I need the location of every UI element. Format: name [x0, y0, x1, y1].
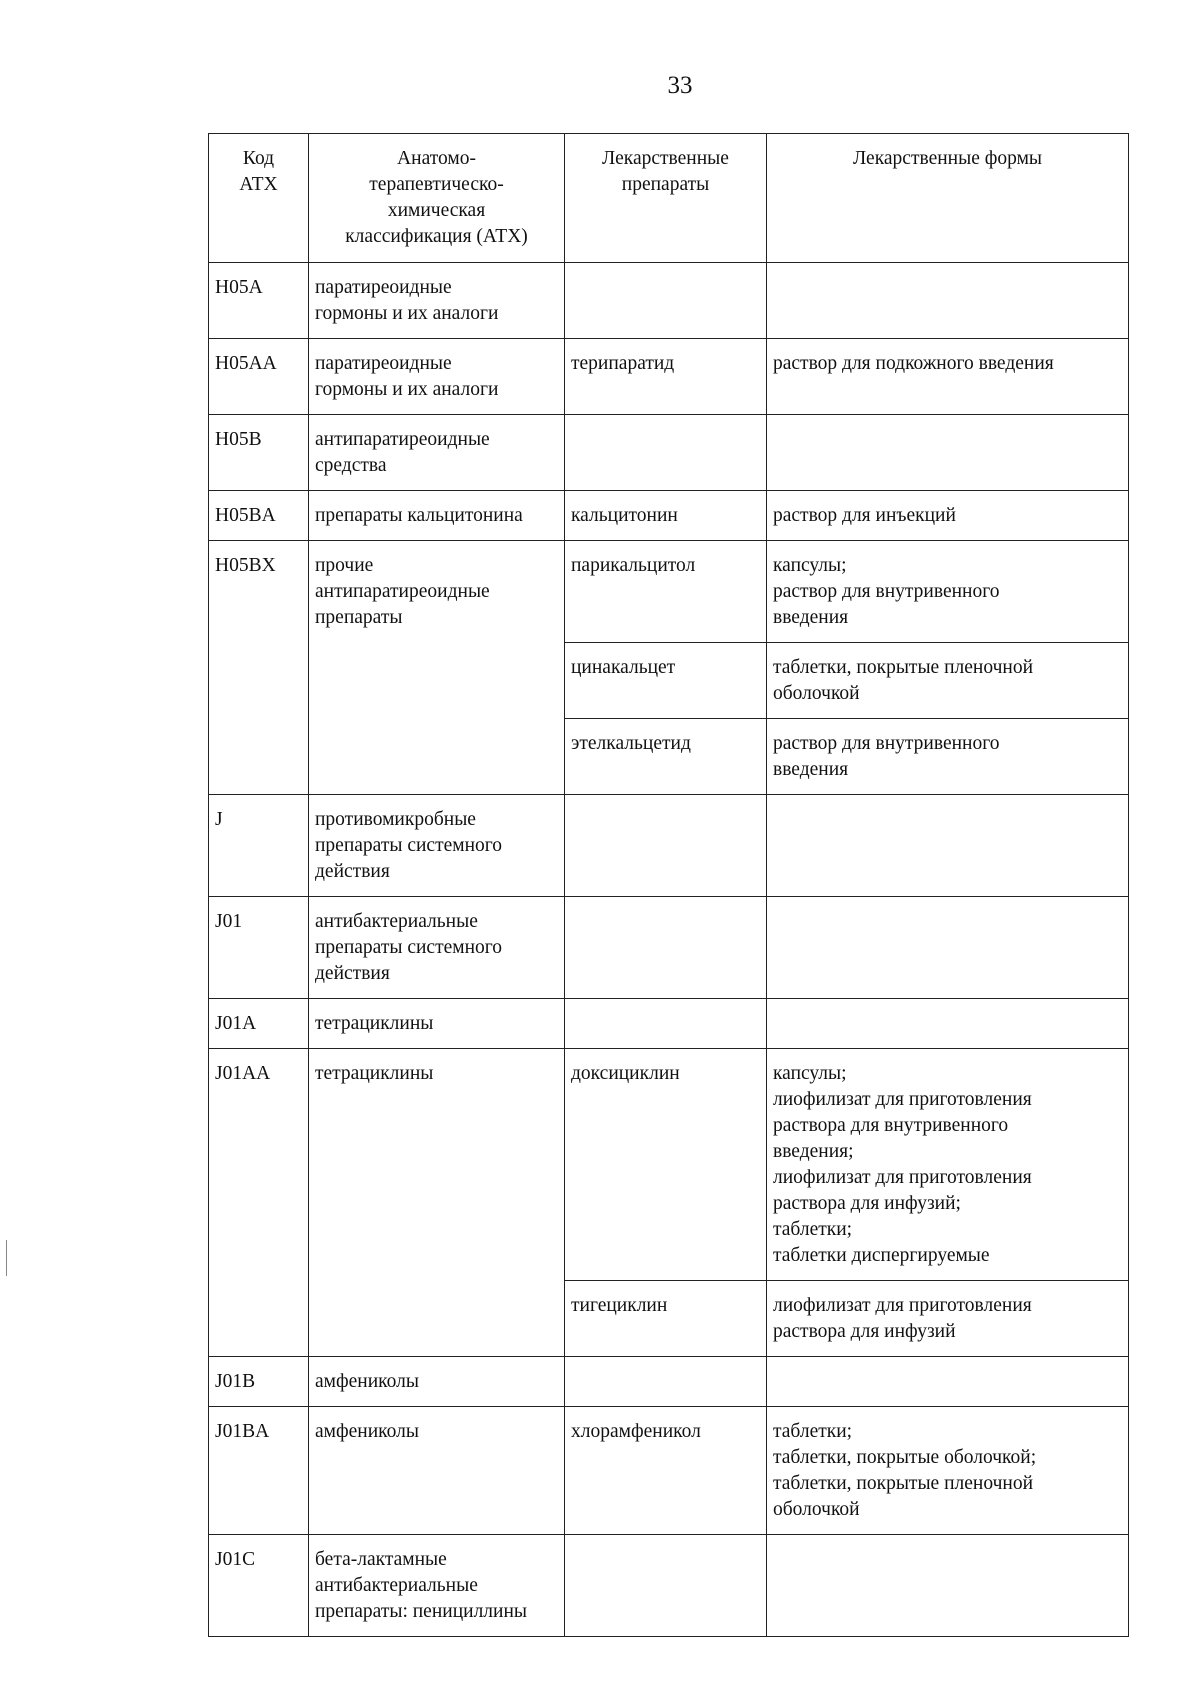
- table-row: [209, 541, 1129, 643]
- drug-cell: [565, 795, 767, 897]
- code-cell: J01: [209, 897, 309, 999]
- forms-cell: раствор для внутривенного введения: [767, 719, 1129, 795]
- forms-cell: [767, 1357, 1129, 1407]
- classification-cell: амфениколы: [309, 1407, 565, 1535]
- code-cell: H05BX: [209, 541, 309, 795]
- code-cell: H05A: [209, 263, 309, 339]
- forms-cell: [767, 415, 1129, 491]
- drug-cell: [565, 1357, 767, 1407]
- drug-cell: этелкальцетид: [565, 719, 767, 795]
- atx-table: [208, 133, 1129, 1637]
- table-row: [209, 1535, 1129, 1637]
- table-row: [209, 339, 1129, 415]
- code-cell: J01BA: [209, 1407, 309, 1535]
- forms-cell: [767, 999, 1129, 1049]
- classification-cell: паратиреоидные гормоны и их аналоги: [309, 339, 565, 415]
- code-cell: J01AA: [209, 1049, 309, 1357]
- classification-cell: антипаратиреоидные средства: [309, 415, 565, 491]
- forms-cell: [767, 1535, 1129, 1637]
- header-classification: Анатомо- терапевтическо- химическая классификация (АТХ): [309, 134, 565, 263]
- table-row: [209, 491, 1129, 541]
- table-row: [209, 1357, 1129, 1407]
- table-row: [209, 263, 1129, 339]
- drug-cell: парикальцитол: [565, 541, 767, 643]
- forms-cell: раствор для подкожного введения: [767, 339, 1129, 415]
- drug-cell: тигециклин: [565, 1281, 767, 1357]
- table-row: [209, 795, 1129, 897]
- margin-mark: [6, 1240, 7, 1276]
- code-cell: H05AA: [209, 339, 309, 415]
- table-row: [209, 897, 1129, 999]
- classification-cell: антибактериальные препараты системного действия: [309, 897, 565, 999]
- table-row: [209, 1049, 1129, 1281]
- drug-cell: кальцитонин: [565, 491, 767, 541]
- drug-cell: [565, 1535, 767, 1637]
- drug-cell: [565, 999, 767, 1049]
- forms-cell: капсулы; раствор для внутривенного введения: [767, 541, 1129, 643]
- forms-cell: таблетки; таблетки, покрытые оболочкой; таблетки, покрытые пленочной оболочкой: [767, 1407, 1129, 1535]
- header-drugs: Лекарственные препараты: [565, 134, 767, 263]
- code-cell: J01A: [209, 999, 309, 1049]
- classification-cell: препараты кальцитонина: [309, 491, 565, 541]
- classification-cell: паратиреоидные гормоны и их аналоги: [309, 263, 565, 339]
- classification-cell: амфениколы: [309, 1357, 565, 1407]
- code-cell: J01C: [209, 1535, 309, 1637]
- code-cell: J01B: [209, 1357, 309, 1407]
- forms-cell: капсулы; лиофилизат для приготовления раствора для внутривенного введения; лиофилизат для приготовления раствора для инфузий; таблетки; таблетки диспергируемые: [767, 1049, 1129, 1281]
- drug-cell: хлорамфеникол: [565, 1407, 767, 1535]
- forms-cell: [767, 897, 1129, 999]
- forms-cell: [767, 795, 1129, 897]
- forms-cell: лиофилизат для приготовления раствора для инфузий: [767, 1281, 1129, 1357]
- classification-cell: тетрациклины: [309, 1049, 565, 1357]
- code-cell: J: [209, 795, 309, 897]
- header-code: Код АТХ: [209, 134, 309, 263]
- forms-cell: [767, 263, 1129, 339]
- drug-cell: [565, 415, 767, 491]
- drug-cell: [565, 263, 767, 339]
- drug-cell: цинакальцет: [565, 643, 767, 719]
- classification-cell: бета-лактамные антибактериальные препараты: пенициллины: [309, 1535, 565, 1637]
- classification-cell: прочие антипаратиреоидные препараты: [309, 541, 565, 795]
- drug-cell: терипаратид: [565, 339, 767, 415]
- forms-cell: раствор для инъекций: [767, 491, 1129, 541]
- table-row: [209, 999, 1129, 1049]
- header-forms: Лекарственные формы: [767, 134, 1129, 263]
- page-number: 33: [667, 72, 693, 99]
- code-cell: H05BA: [209, 491, 309, 541]
- classification-cell: тетрациклины: [309, 999, 565, 1049]
- drug-cell: [565, 897, 767, 999]
- classification-cell: противомикробные препараты системного действия: [309, 795, 565, 897]
- forms-cell: таблетки, покрытые пленочной оболочкой: [767, 643, 1129, 719]
- table-row: [209, 415, 1129, 491]
- table-row: [209, 1407, 1129, 1535]
- header-row: [209, 134, 1129, 263]
- drug-cell: доксициклин: [565, 1049, 767, 1281]
- code-cell: H05B: [209, 415, 309, 491]
